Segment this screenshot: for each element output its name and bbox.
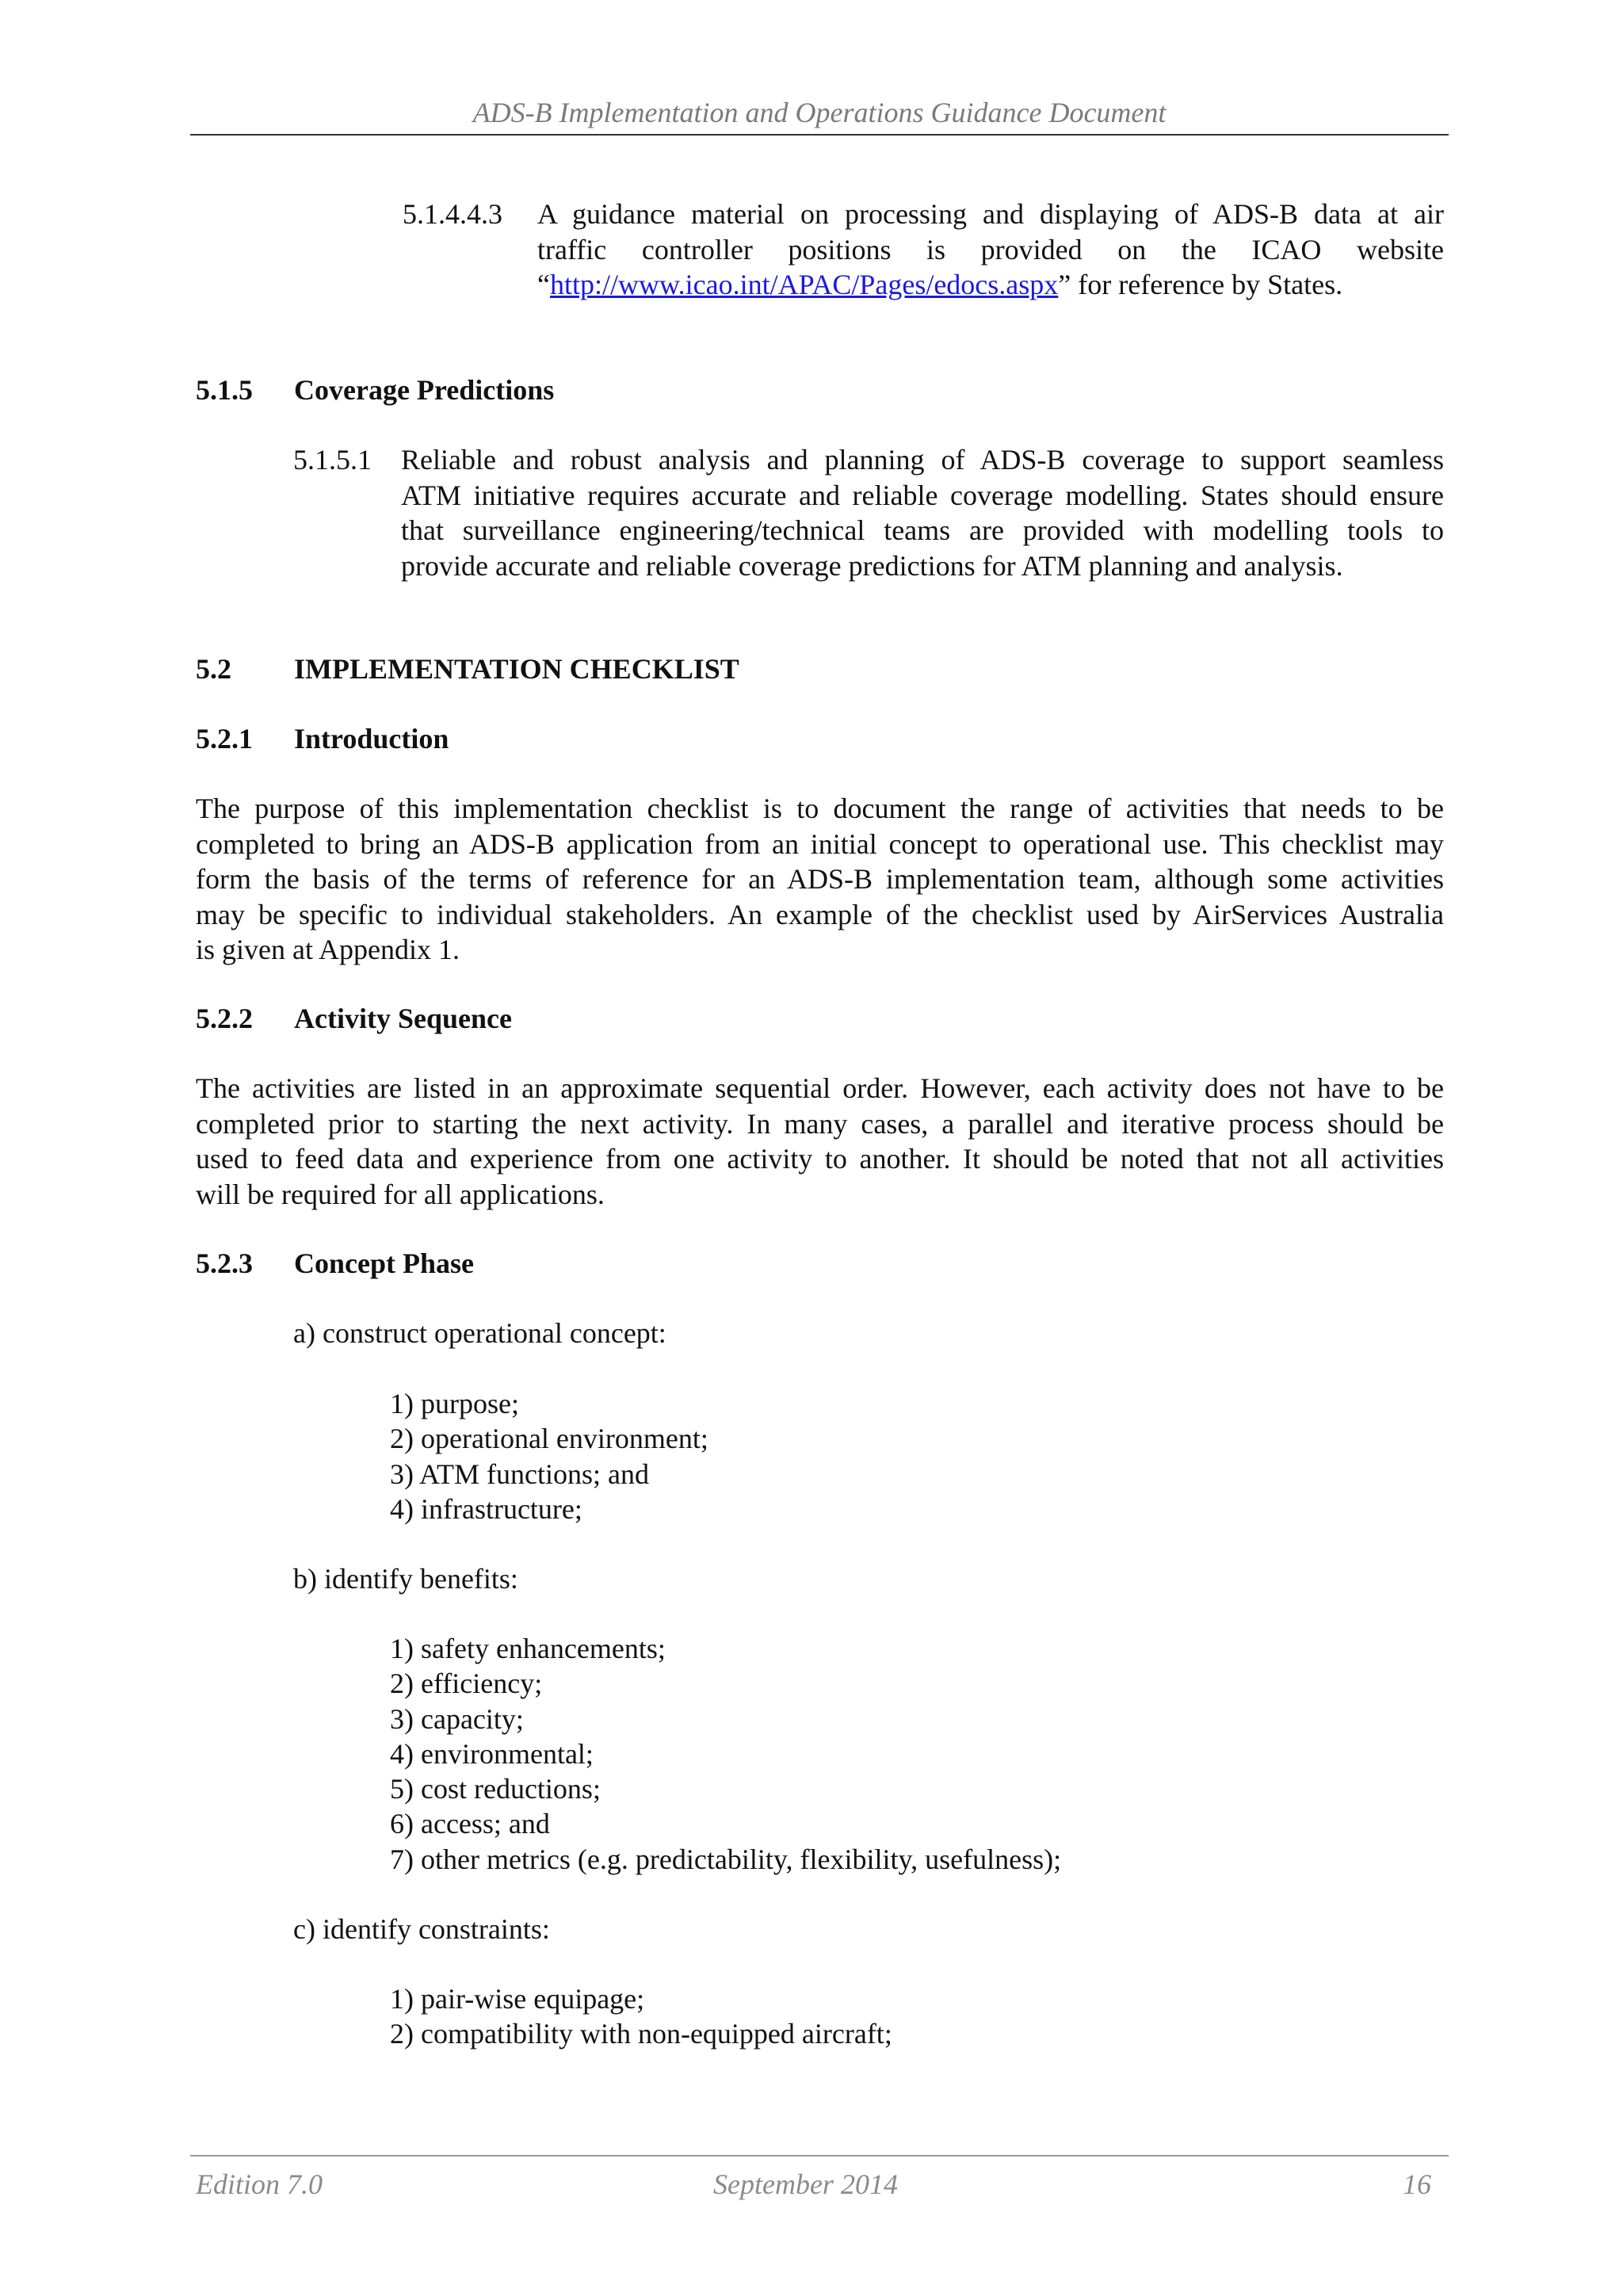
list-item: 2) efficiency; xyxy=(390,1668,543,1700)
paragraph-line: completed prior to starting the next activity. In many cases, a parallel and iterative process should be xyxy=(196,1107,1444,1140)
quote-open: “ xyxy=(537,269,550,300)
paragraph-line: may be specific to individual stakeholders. An example of the checklist used by AirServices Australia xyxy=(196,898,1444,930)
list-item: 3) capacity; xyxy=(390,1702,524,1735)
section-number: 5.2.3 xyxy=(196,1247,253,1279)
list-item: 5) cost reductions; xyxy=(390,1773,601,1805)
paragraph-line: is given at Appendix 1. xyxy=(196,934,460,965)
paragraph-line: that surveillance engineering/technical teams are provided with modelling tools to xyxy=(401,514,1444,546)
running-header: ADS-B Implementation and Operations Guidance Document xyxy=(472,97,1167,128)
paragraph-line: The activities are listed in an approximate sequential order. However, each activity does not have to be xyxy=(196,1072,1444,1104)
footer-page-number: 16 xyxy=(1403,2168,1431,2200)
list-a-items xyxy=(390,1386,708,1526)
list-item: 4) environmental; xyxy=(390,1737,594,1770)
paragraph-number: 5.1.4.4.3 xyxy=(403,198,502,230)
section-title: Introduction xyxy=(294,723,449,755)
line-suffix: ” for reference by States. xyxy=(1058,269,1343,300)
list-c-label: c) identify constraints: xyxy=(293,1913,550,1945)
footer-rule xyxy=(190,2155,1449,2157)
introduction-paragraph xyxy=(196,791,1444,968)
list-item: 2) compatibility with non-equipped aircraft; xyxy=(390,2018,892,2050)
footer-edition: Edition 7.0 xyxy=(196,2168,323,2200)
paragraph-line: A guidance material on processing and displaying of ADS-B data at air xyxy=(537,198,1444,230)
list-item: 6) access; and xyxy=(390,1808,550,1840)
footer-date: September 2014 xyxy=(713,2168,898,2200)
paragraph-line: form the basis of the terms of reference for an ADS-B implementation team, although some activities xyxy=(196,863,1444,895)
section-number: 5.2 xyxy=(196,653,231,685)
list-item: 2) operational environment; xyxy=(390,1423,708,1455)
list-b-label: b) identify benefits: xyxy=(293,1563,518,1595)
paragraph-line: completed to bring an ADS-B application from an initial concept to operational use. This checklist may xyxy=(196,827,1444,860)
icao-edocs-link[interactable]: http://www.icao.int/APAC/Pages/edocs.aspx xyxy=(549,269,1059,300)
paragraph-line: used to feed data and experience from one activity to another. It should be noted that not all activities xyxy=(196,1143,1444,1175)
paragraph-line: will be required for all applications. xyxy=(196,1178,605,1210)
paragraph-line xyxy=(537,267,1444,303)
activity-sequence-paragraph xyxy=(196,1071,1444,1212)
list-item: 3) ATM functions; and xyxy=(390,1457,649,1490)
paragraph-line: ATM initiative requires accurate and reliable coverage modelling. States should ensure xyxy=(401,479,1444,511)
section-title: Activity Sequence xyxy=(294,1003,512,1034)
paragraph-line: The purpose of this implementation checklist is to document the range of activities that needs to be xyxy=(196,793,1444,824)
paragraph-line: provide accurate and reliable coverage predictions for ATM planning and analysis. xyxy=(401,549,1343,582)
section-number: 5.1.5 xyxy=(196,374,253,406)
paragraph-number: 5.1.5.1 xyxy=(293,444,372,476)
list-item: 1) pair-wise equipage; xyxy=(390,1983,645,2015)
paragraph-line: Reliable and robust analysis and planning of ADS-B coverage to support seamless xyxy=(401,444,1444,476)
list-b-items xyxy=(390,1631,1061,1877)
list-item: 1) purpose; xyxy=(390,1388,519,1419)
list-item: 1) safety enhancements; xyxy=(390,1633,666,1664)
section-title: Coverage Predictions xyxy=(294,374,555,406)
paragraph-line: traffic controller positions is provided on the ICAO website xyxy=(537,233,1444,266)
list-c-items xyxy=(390,1981,892,2052)
section-title: Concept Phase xyxy=(294,1247,474,1279)
list-a-label: a) construct operational concept: xyxy=(293,1317,666,1349)
header-rule xyxy=(190,134,1449,136)
section-number: 5.2.1 xyxy=(196,723,253,755)
section-number: 5.2.2 xyxy=(196,1003,253,1034)
section-title: IMPLEMENTATION CHECKLIST xyxy=(294,653,739,685)
list-item: 7) other metrics (e.g. predictability, flexibility, usefulness); xyxy=(390,1843,1062,1875)
list-item: 4) infrastructure; xyxy=(390,1492,582,1525)
